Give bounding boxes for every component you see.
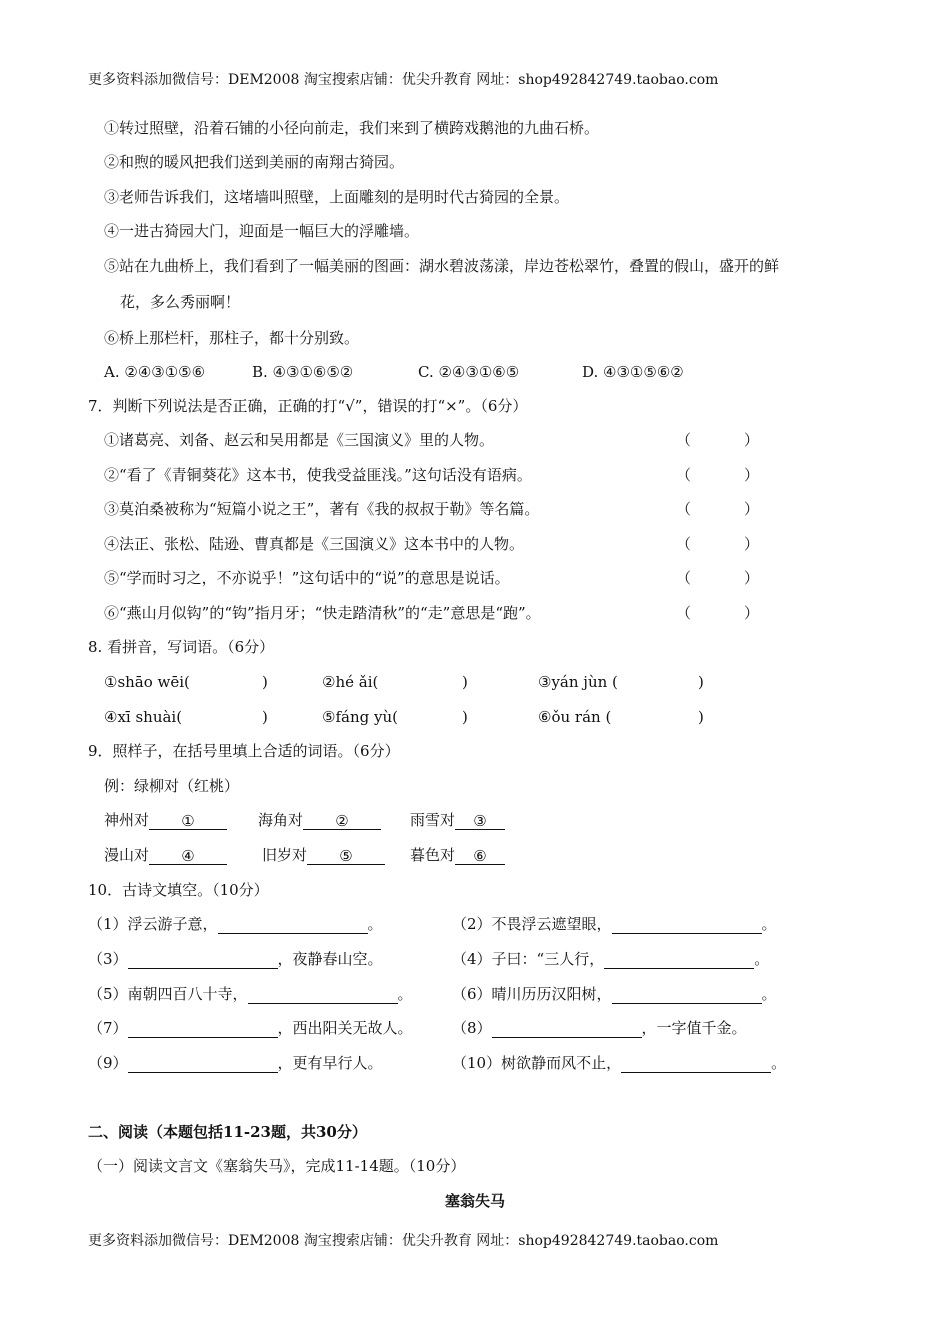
q6-option-b: B. ④③①⑥⑤②	[252, 363, 354, 381]
q10-item-4	[452, 949, 769, 969]
q9-title: 9．照样子，在括号里填上合适的词语。（6分）	[88, 742, 400, 760]
q7-answer-open-2: （	[676, 466, 692, 484]
q7-answer-open-4: （	[676, 535, 692, 553]
q6-sentence-2: ②和煦的暖风把我们送到美丽的南翔古猗园。	[104, 153, 405, 171]
q10-item-8-pre: （8）	[452, 1019, 492, 1037]
q10-item-10	[452, 1053, 786, 1073]
q10-item-7-pre: （7）	[88, 1019, 128, 1037]
q10-blank-10[interactable]	[621, 1054, 771, 1073]
q10-item-6-pre: （6）晴川历历汉阳树，	[452, 985, 612, 1003]
q10-item-5	[88, 984, 413, 1004]
q10-blank-3[interactable]	[128, 950, 278, 969]
q10-item-9-post: ，更有早行人。	[277, 1054, 383, 1072]
q6-sentence-5: ⑤站在九曲桥上，我们看到了一幅美丽的图画：湖水碧波荡漾，岸边苍松翠竹，叠置的假山，盛开的鲜	[104, 257, 780, 275]
q9-item-2-pre: 海角对	[258, 811, 304, 829]
q9-item-3-pre: 雨雪对	[410, 811, 456, 829]
q9-item-2	[258, 810, 381, 830]
q10-item-9-pre: （9）	[88, 1054, 128, 1072]
q9-blank-5[interactable]: ⑤	[307, 846, 385, 865]
q7-answer-close-4: ）	[744, 535, 760, 553]
q6-sentence-4: ④一进古猗园大门，迎面是一幅巨大的浮雕墙。	[104, 222, 420, 240]
q6-option-c: C. ②④③①⑥⑤	[418, 363, 520, 381]
q8-item-5-close: )	[462, 708, 468, 726]
q7-answer-close-1: ）	[744, 431, 760, 449]
q10-item-8-post: ，一字值千金。	[641, 1019, 747, 1037]
passage-title: 塞翁失马	[444, 1192, 505, 1210]
q6-sentence-3: ③老师告诉我们，这堵墙叫照壁，上面雕刻的是明时代古猗园的全景。	[104, 188, 570, 206]
q7-item-3: ③莫泊桑被称为“短篇小说之王”，著有《我的叔叔于勒》等名篇。	[104, 500, 540, 518]
q7-answer-close-6: ）	[744, 604, 760, 622]
q7-item-4: ④法正、张松、陆逊、曹真都是《三国演义》这本书中的人物。	[104, 535, 525, 553]
q10-item-9	[88, 1053, 383, 1073]
q9-item-5-pre: 旧岁对	[262, 846, 308, 864]
q9-item-6	[410, 845, 505, 865]
q6-sentence-6: ⑥桥上那栏杆，那柱子，都十分别致。	[104, 329, 360, 347]
q7-item-6: ⑥“燕山月似钩”的“钩”指月牙；“快走踏清秋”的“走”意思是“跑”。	[104, 604, 541, 622]
q10-item-2-post: 。	[761, 915, 777, 933]
q9-blank-2[interactable]: ②	[303, 811, 381, 830]
q8-item-6-close: )	[698, 708, 704, 726]
q10-blank-9[interactable]	[128, 1054, 278, 1073]
q7-answer-open-1: （	[676, 431, 692, 449]
q9-blank-6[interactable]: ⑥	[455, 846, 505, 865]
q10-item-10-post: 。	[771, 1054, 787, 1072]
q10-blank-8[interactable]	[492, 1019, 642, 1038]
q10-blank-2[interactable]	[612, 915, 762, 934]
q9-blank-1[interactable]: ①	[149, 811, 227, 830]
q9-blank-3[interactable]: ③	[455, 811, 505, 830]
q10-item-5-pre: （5）南朝四百八十寺，	[88, 985, 248, 1003]
q9-blank-4[interactable]: ④	[149, 846, 227, 865]
q8-item-2-close: )	[462, 673, 468, 691]
q7-answer-open-5: （	[676, 569, 692, 587]
q9-item-5	[262, 845, 385, 865]
q10-item-4-pre: （4）子曰：“三人行，	[452, 950, 605, 968]
q8-item-3: ③yán jùn (	[538, 673, 618, 691]
q7-answer-close-3: ）	[744, 500, 760, 518]
q6-sentence-5-cont: 花，多么秀丽啊！	[120, 293, 241, 311]
q10-item-8	[452, 1018, 747, 1038]
q10-item-10-pre: （10）树欲静而风不止，	[452, 1054, 622, 1072]
q9-item-1-pre: 神州对	[104, 811, 150, 829]
q10-item-3-pre: （3）	[88, 950, 128, 968]
q9-item-4	[104, 845, 227, 865]
q10-item-3-post: ，夜静春山空。	[277, 950, 383, 968]
q7-answer-open-6: （	[676, 604, 692, 622]
q10-item-4-post: 。	[754, 950, 770, 968]
q10-blank-7[interactable]	[128, 1019, 278, 1038]
q8-item-4: ④xī shuài(	[104, 708, 183, 726]
q7-answer-open-3: （	[676, 500, 692, 518]
q7-item-2: ②“看了《青铜葵花》这本书，使我受益匪浅。”这句话没有语病。	[104, 466, 532, 484]
q8-item-1: ①shāo wēi(	[104, 673, 190, 691]
q10-blank-5[interactable]	[248, 985, 398, 1004]
q10-item-1	[88, 914, 383, 934]
q7-item-1: ①诸葛亮、刘备、赵云和吴用都是《三国演义》里的人物。	[104, 431, 495, 449]
q10-item-1-pre: （1）浮云游子意，	[88, 915, 218, 933]
q8-item-4-close: )	[262, 708, 268, 726]
q8-item-2: ②hé ǎi(	[322, 673, 379, 691]
q9-item-1	[104, 810, 227, 830]
q8-item-1-close: )	[262, 673, 268, 691]
q10-blank-6[interactable]	[612, 985, 762, 1004]
q10-item-3	[88, 949, 383, 969]
q7-answer-close-2: ）	[744, 466, 760, 484]
q10-item-2	[452, 914, 777, 934]
q10-item-5-post: 。	[397, 985, 413, 1003]
q8-title: 8. 看拼音，写词语。（6分）	[88, 638, 275, 656]
page-header: 更多资料添加微信号：DEM2008 淘宝搜索店铺：优尖升教育 网址：shop492842749.taobao.com	[88, 72, 719, 88]
q10-blank-4[interactable]	[604, 950, 754, 969]
section2-title: 二、阅读（本题包括11-23题，共30分）	[88, 1123, 367, 1141]
q10-item-7	[88, 1018, 413, 1038]
q9-item-3	[410, 810, 505, 830]
q10-item-2-pre: （2）不畏浮云遮望眼，	[452, 915, 612, 933]
q7-answer-close-5: ）	[744, 569, 760, 587]
q8-item-6: ⑥ǒu rán (	[538, 708, 612, 726]
q10-item-7-post: ，西出阳关无故人。	[277, 1019, 413, 1037]
q6-option-d: D. ④③①⑤⑥②	[582, 363, 684, 381]
q6-option-a: A. ②④③①⑤⑥	[104, 363, 206, 381]
q7-title: 7．判断下列说法是否正确，正确的打“√”，错误的打“×”。（6分）	[88, 397, 528, 415]
q10-item-6-post: 。	[761, 985, 777, 1003]
q10-title: 10．古诗文填空。（10分）	[88, 881, 269, 899]
q10-blank-1[interactable]	[218, 915, 368, 934]
q10-item-6	[452, 984, 777, 1004]
section2-subtitle: （一）阅读文言文《塞翁失马》，完成11-14题。（10分）	[88, 1157, 466, 1175]
q10-item-1-post: 。	[367, 915, 383, 933]
q8-item-5: ⑤fáng yù(	[322, 708, 398, 726]
q9-example: 例：绿柳对（红桃）	[104, 777, 240, 795]
page-footer: 更多资料添加微信号：DEM2008 淘宝搜索店铺：优尖升教育 网址：shop492842749.taobao.com	[88, 1233, 719, 1249]
q9-item-6-pre: 暮色对	[410, 846, 456, 864]
q6-sentence-1: ①转过照壁，沿着石铺的小径向前走，我们来到了横跨戏鹅池的九曲石桥。	[104, 119, 600, 137]
q8-item-3-close: )	[698, 673, 704, 691]
q9-item-4-pre: 漫山对	[104, 846, 150, 864]
q7-item-5: ⑤“学而时习之，不亦说乎！”这句话中的“说”的意思是说话。	[104, 569, 510, 587]
